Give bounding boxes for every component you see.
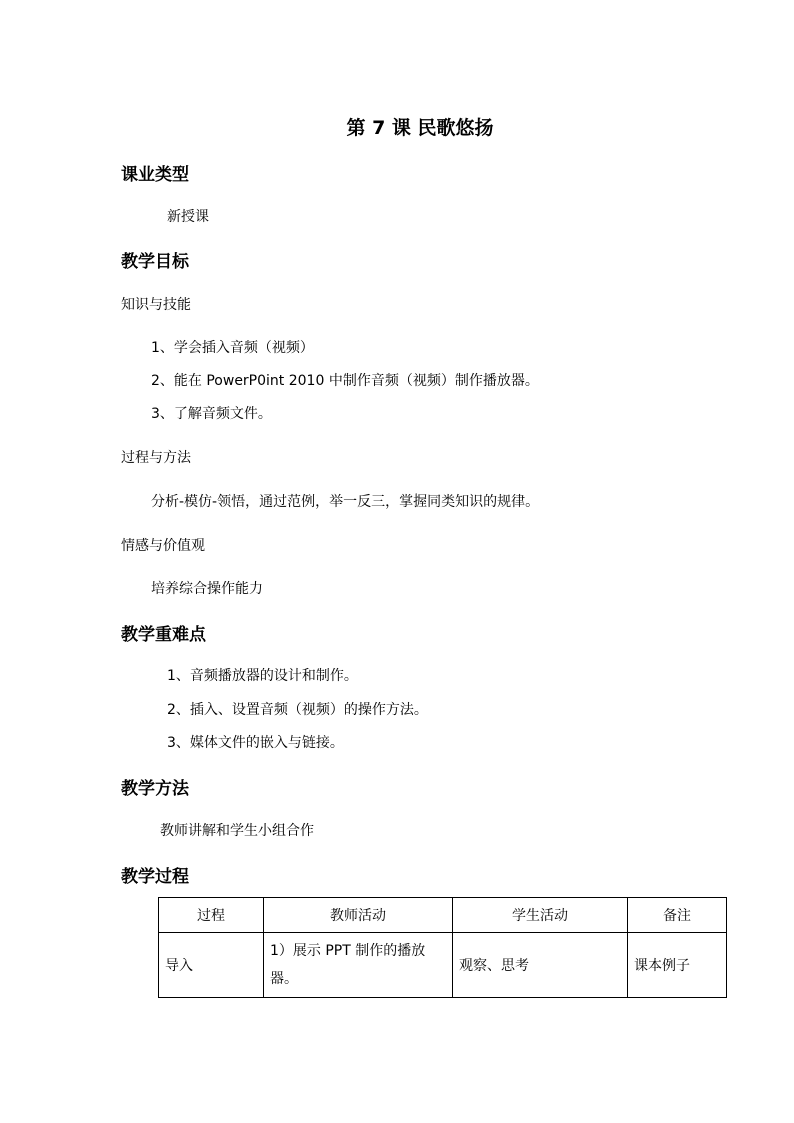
page-title: 第 7 课 民歌悠扬 <box>346 117 494 139</box>
heading-process-table: 教学过程 <box>121 867 189 887</box>
heading-methods: 教学方法 <box>121 779 189 799</box>
subheading-process: 过程与方法 <box>121 450 191 466</box>
lesson-type-text: 新授课 <box>167 209 209 225</box>
table-header-cell: 过程 <box>159 898 264 933</box>
key-point-item: 2、插入、设置音频（视频）的操作方法。 <box>167 702 428 718</box>
teacher-activity-cell <box>264 933 453 998</box>
subheading-knowledge: 知识与技能 <box>121 297 191 313</box>
table-row <box>159 933 727 998</box>
student-activity-cell: 观察、思考 <box>453 933 628 998</box>
stage-cell: 导入 <box>159 933 264 998</box>
emotion-text: 培养综合操作能力 <box>151 581 263 597</box>
teacher-activity-line: 器。 <box>270 971 298 987</box>
note-cell: 课本例子 <box>628 933 727 998</box>
table-header-cell: 学生活动 <box>453 898 628 933</box>
process-table <box>158 897 727 998</box>
table-header-cell: 教师活动 <box>264 898 453 933</box>
process-text: 分析-模仿-领悟，通过范例，举一反三，掌握同类知识的规律。 <box>151 494 540 510</box>
teacher-activity-line: 1）展示 PPT 制作的播放 <box>270 943 426 959</box>
key-point-item: 1、音频播放器的设计和制作。 <box>167 668 358 684</box>
key-point-item: 3、媒体文件的嵌入与链接。 <box>167 735 344 751</box>
heading-key-points: 教学重难点 <box>121 625 206 645</box>
heading-objectives: 教学目标 <box>121 252 189 272</box>
table-header-row <box>159 898 727 933</box>
table-header-cell: 备注 <box>628 898 727 933</box>
knowledge-item: 2、能在 PowerP0int 2010 中制作音频（视频）制作播放器。 <box>151 373 539 389</box>
heading-lesson-type: 课业类型 <box>121 165 189 185</box>
subheading-emotion: 情感与价值观 <box>121 538 205 554</box>
methods-text: 教师讲解和学生小组合作 <box>160 823 314 839</box>
knowledge-item: 1、学会插入音频（视频） <box>151 340 314 356</box>
knowledge-item: 3、了解音频文件。 <box>151 406 272 422</box>
